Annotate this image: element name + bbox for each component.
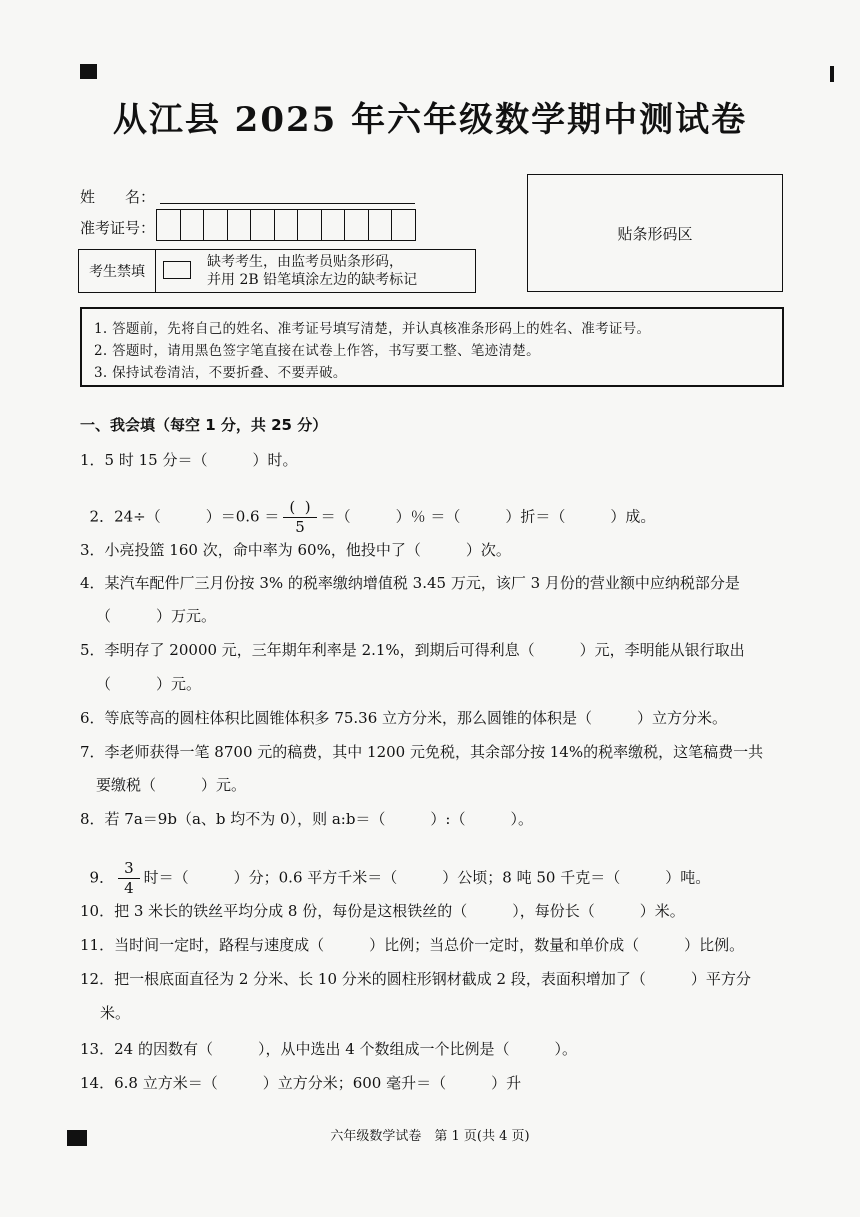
question-2 (80, 482, 655, 535)
id-digit-box[interactable] (228, 210, 252, 240)
note-3: 3. 保持试卷清洁，不要折叠、不要弄破。 (94, 365, 347, 381)
question-9-text: 时＝（ ）分；0.6 平方千米＝（ ）公顷；8 吨 50 千克＝（ ）吨。 (143, 868, 711, 887)
absent-line-1: 缺考考生，由监考员贴条形码， (207, 254, 403, 270)
question-11: 11．当时间一定时，路程与速度成（ ）比例；当总价一定时，数量和单价成（ ）比例。 (80, 936, 745, 954)
id-digit-box[interactable] (275, 210, 299, 240)
note-1: 1. 答题前，先将自己的姓名、准考证号填写清楚，并认真核准条形码上的姓名、准考证号。 (94, 321, 651, 337)
id-digit-box[interactable] (345, 210, 369, 240)
question-3: 3．小亮投篮 160 次，命中率为 60%，他投中了（ ）次。 (80, 541, 511, 559)
notes-box (80, 307, 784, 387)
absent-checkbox[interactable] (163, 261, 191, 279)
id-digit-box[interactable] (251, 210, 275, 240)
question-2-fraction (283, 500, 316, 535)
question-1: 1．5 时 15 分＝（ ）时。 (80, 451, 298, 469)
note-2: 2. 答题时，请用黑色签字笔直接在试卷上作答，书写要工整、笔迹清楚。 (94, 343, 540, 359)
question-6: 6．等底等高的圆柱体积比圆锥体积多 75.36 立方分米，那么圆锥的体积是（ ）立方分米。 (80, 709, 728, 727)
barcode-label: 贴条形码区 (617, 224, 693, 243)
id-digit-box[interactable] (392, 210, 415, 240)
section-heading: 一、我会填（每空 1 分，共 25 分） (80, 416, 328, 434)
question-4-line-1: 4．某汽车配件厂三月份按 3% 的税率缴纳增值税 3.45 万元，该厂 3 月份的营业额中应纳税部分是 (80, 574, 740, 592)
question-7-line-1: 7．李老师获得一笔 8700 元的稿费，其中 1200 元免税，其余部分按 14%的税率缴税，这笔稿费一共 (80, 743, 764, 761)
question-5-line-1: 5．李明存了 20000 元，三年期年利率是 2.1%，到期后可得利息（ ）元，李明能从银行取出 (80, 641, 745, 659)
fraction-denominator: 4 (124, 879, 134, 897)
id-number-boxes[interactable] (156, 209, 416, 241)
id-digit-box[interactable] (204, 210, 228, 240)
id-digit-box[interactable] (157, 210, 181, 240)
id-digit-box[interactable] (181, 210, 205, 240)
fraction-denominator: 5 (295, 518, 305, 536)
question-9-fraction (118, 861, 140, 896)
name-field[interactable] (160, 203, 415, 204)
page-footer: 六年级数学试卷 第 1 页(共 4 页) (330, 1129, 530, 1144)
id-label: 准考证号： (80, 219, 156, 237)
absent-box (78, 249, 476, 293)
corner-mark-top-left (80, 64, 97, 79)
question-4-line-2: （ ）万元。 (96, 607, 217, 625)
absent-label: 考生禁填 (79, 250, 156, 292)
question-14: 14．6.8 立方米＝（ ）立方分米；600 毫升＝（ ）升 (80, 1074, 522, 1092)
corner-mark-top-right (830, 66, 834, 82)
absent-instructions (207, 253, 417, 289)
fraction-numerator: 3 (118, 861, 140, 879)
question-2-part-a: 2．24÷（ ）＝0.6 ＝ (89, 507, 280, 526)
question-8: 8．若 7a＝9b（a、b 均不为 0），则 a:b＝（ ）:（ ）。 (80, 810, 533, 828)
id-digit-box[interactable] (369, 210, 393, 240)
question-2-part-b: ＝（ ）％ ＝（ ）折＝（ ）成。 (320, 507, 656, 526)
question-10: 10．把 3 米长的铁丝平均分成 8 份，每份是这根铁丝的（ ），每份长（ ）米。 (80, 902, 685, 920)
question-9 (80, 843, 710, 896)
question-9-number: 9． (89, 868, 115, 887)
id-digit-box[interactable] (298, 210, 322, 240)
question-12-line-1: 12．把一根底面直径为 2 分米、长 10 分米的圆柱形钢材截成 2 段，表面积增加了（ ）平方分 (80, 970, 751, 988)
fraction-numerator: ( ) (283, 500, 316, 518)
id-digit-box[interactable] (322, 210, 346, 240)
barcode-area (527, 174, 783, 292)
question-7-line-2: 要缴税（ ）元。 (96, 776, 247, 794)
absent-line-2: 并用 2B 铅笔填涂左边的缺考标记 (207, 272, 418, 288)
question-12-line-2: 米。 (100, 1004, 131, 1022)
name-label: 姓 名： (80, 188, 156, 206)
page-title: 从江县 2025 年六年级数学期中测试卷 (112, 100, 748, 140)
question-5-line-2: （ ）元。 (96, 675, 202, 693)
question-13: 13．24 的因数有（ ），从中选出 4 个数组成一个比例是（ ）。 (80, 1040, 578, 1058)
